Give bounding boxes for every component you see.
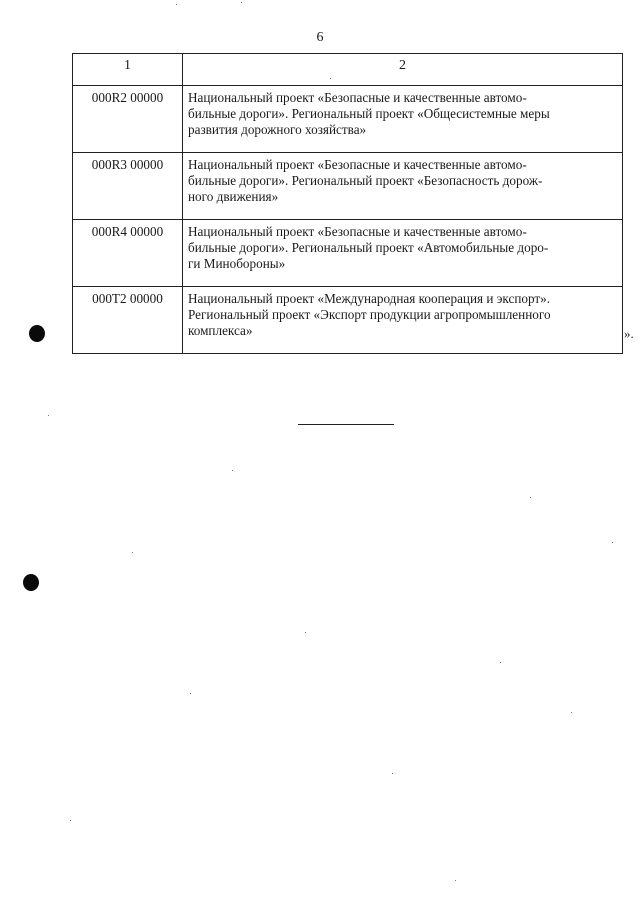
description-line: Национальный проект «Безопасные и качественные автомо- — [188, 157, 527, 172]
description-line: бильные дороги». Региональный проект «Безопасность дорож- — [188, 173, 543, 188]
description-line: Региональный проект «Экспорт продукции агропромышленного — [188, 307, 551, 322]
scan-speck — [48, 415, 49, 416]
punch-hole-mark — [29, 325, 45, 342]
row-code: 000T2 00000 — [73, 287, 183, 354]
description-line: Национальный проект «Безопасные и качественные автомо- — [188, 90, 527, 105]
closing-quote-mark: ». — [624, 326, 634, 341]
scan-speck — [70, 820, 71, 821]
scan-speck — [392, 773, 393, 774]
description-line: Национальный проект «Безопасные и качественные автомо- — [188, 224, 527, 239]
scan-speck — [500, 662, 501, 663]
table-row — [73, 153, 623, 220]
scan-speck — [190, 693, 191, 694]
column-header-1: 1 — [73, 54, 183, 86]
scan-speck — [132, 552, 133, 553]
row-description — [183, 86, 623, 153]
scan-speck — [571, 712, 572, 713]
row-code: 000R4 00000 — [73, 220, 183, 287]
row-description — [183, 220, 623, 287]
scan-speck — [232, 470, 233, 471]
table-row — [73, 86, 623, 153]
table-header-row — [73, 54, 623, 86]
table-row — [73, 287, 623, 354]
row-code: 000R2 00000 — [73, 86, 183, 153]
end-of-document-divider — [298, 424, 394, 425]
description-line: ного движения» — [188, 189, 279, 204]
description-line: бильные дороги». Региональный проект «Автомобильные доро- — [188, 240, 549, 255]
scan-speck — [612, 542, 613, 543]
description-line: комплекса» — [188, 323, 253, 338]
row-description — [183, 287, 623, 354]
scan-speck — [330, 78, 331, 79]
row-description — [183, 153, 623, 220]
punch-hole-mark — [23, 574, 39, 591]
table-row — [73, 220, 623, 287]
column-header-2: 2 — [183, 54, 623, 86]
row-code: 000R3 00000 — [73, 153, 183, 220]
description-line: Национальный проект «Международная кооперация и экспорт». — [188, 291, 551, 306]
scan-speck — [305, 632, 306, 633]
scan-speck — [241, 2, 242, 3]
description-line: ги Минобороны» — [188, 256, 286, 271]
description-line: развития дорожного хозяйства» — [188, 122, 367, 137]
scan-speck — [530, 497, 531, 498]
description-line: бильные дороги». Региональный проект «Общесистемные меры — [188, 106, 550, 121]
page-number: 6 — [316, 30, 324, 45]
scan-speck — [455, 880, 456, 881]
budget-code-table — [72, 53, 623, 354]
scan-speck — [176, 4, 177, 5]
